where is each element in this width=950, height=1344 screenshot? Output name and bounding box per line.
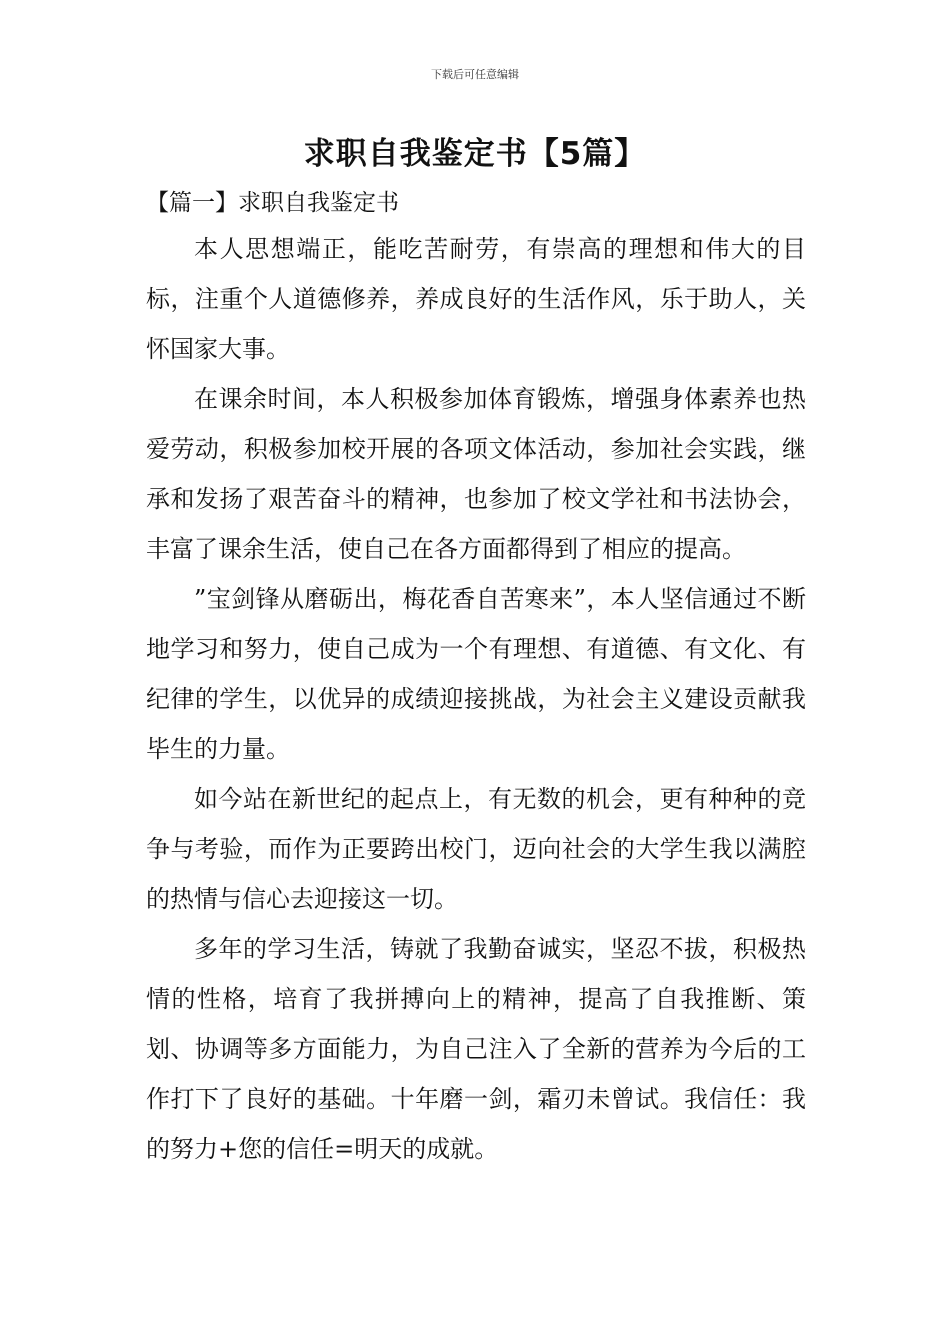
paragraph: 多年的学习生活，铸就了我勤奋诚实，坚忍不拔，积极热情的性格，培育了我拼搏向上的精神，提高了自我推断、策划、协调等多方面能力，为自己注入了全新的营养为今后的工作打下了良好的基础。十年磨一剑，霜刃未曾试。我信任：我的努力+您的信任=明天的成就。	[146, 935, 806, 1163]
paragraph: 如今站在新世纪的起点上，有无数的机会，更有种种的竞争与考验，而作为正要跨出校门，迈向社会的大学生我以满腔的热情与信心去迎接这一切。	[146, 785, 806, 913]
paragraph: 本人思想端正，能吃苦耐劳，有崇高的理想和伟大的目标，注重个人道德修养，养成良好的生活作风，乐于助人，关怀国家大事。	[146, 235, 806, 363]
section-heading: 【篇一】求职自我鉴定书	[146, 190, 399, 216]
paragraph: 在课余时间，本人积极参加体育锻炼，增强身体素养也热爱劳动，积极参加校开展的各项文体活动，参加社会实践，继承和发扬了艰苦奋斗的精神，也参加了校文学社和书法协会，丰富了课余生活，使自己在各方面都得到了相应的提高。	[146, 385, 806, 563]
body-text	[146, 224, 806, 1174]
paragraph: ”宝剑锋从磨砺出，梅花香自苦寒来”，本人坚信通过不断地学习和努力，使自己成为一个有理想、有道德、有文化、有纪律的学生，以优异的成绩迎接挑战，为社会主义建设贡献我毕生的力量。	[146, 585, 806, 763]
document-title: 求职自我鉴定书【5篇】	[303, 136, 647, 172]
header-note: 下载后可任意编辑	[431, 68, 519, 81]
